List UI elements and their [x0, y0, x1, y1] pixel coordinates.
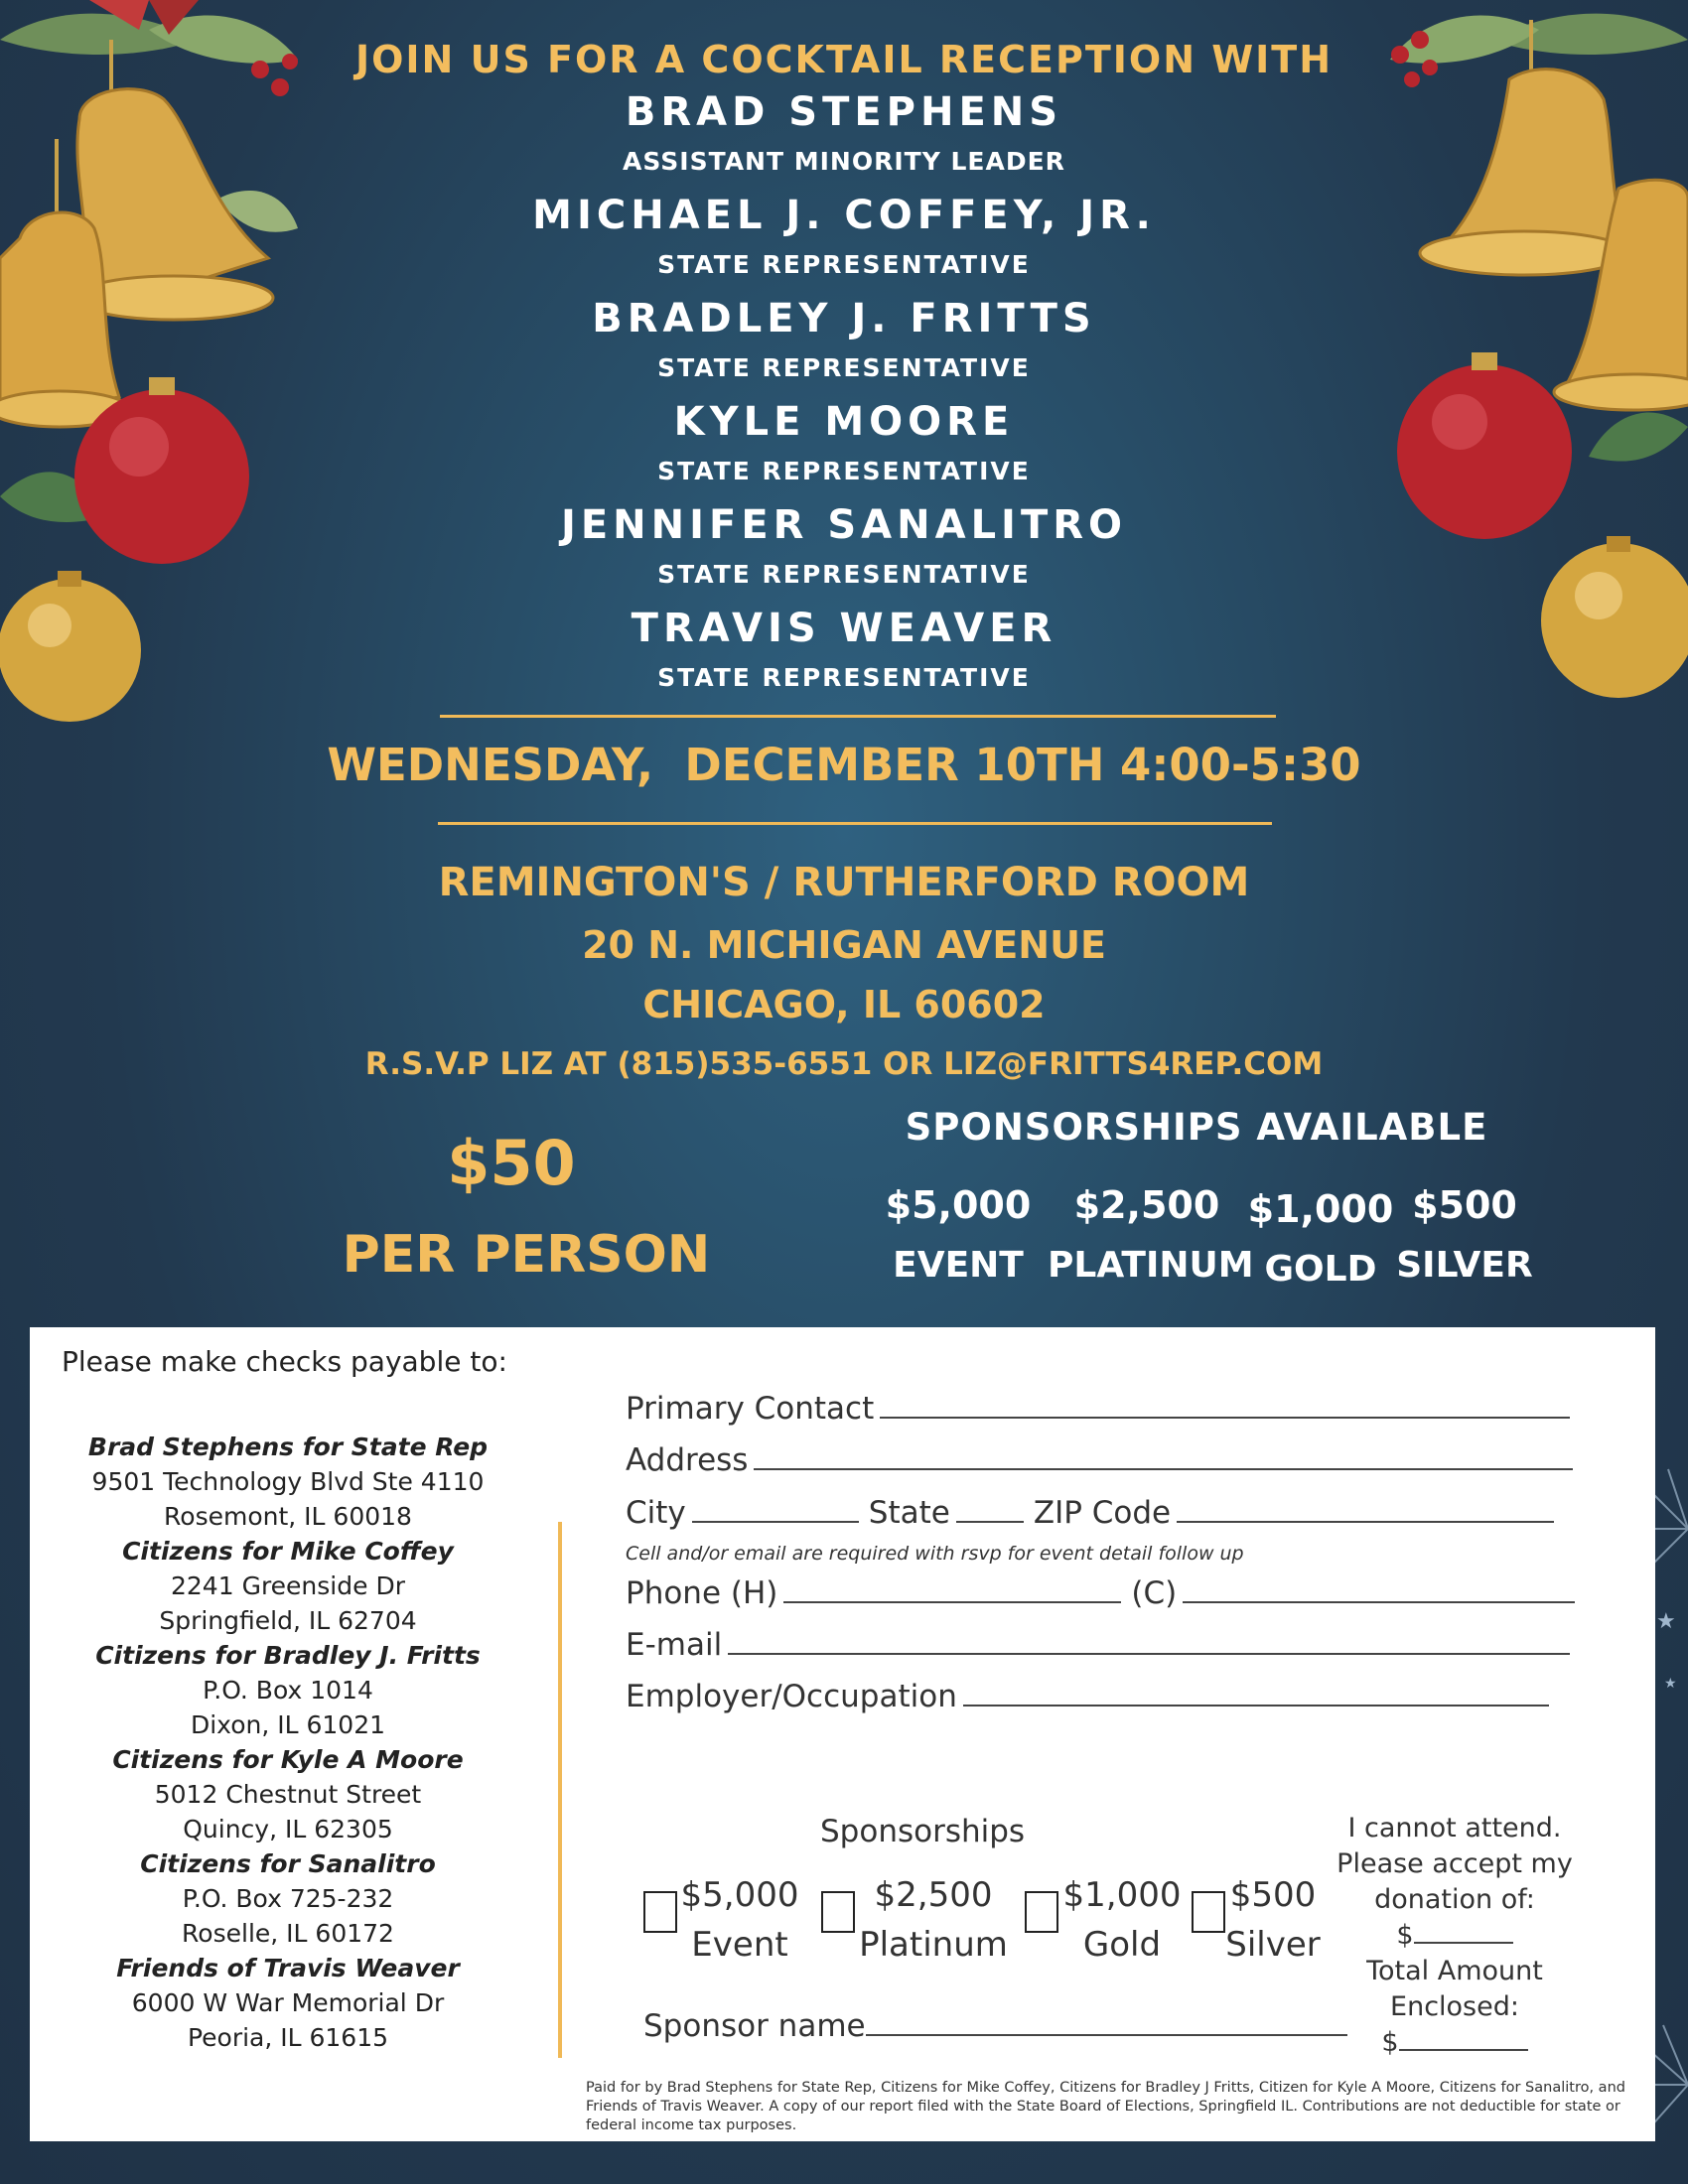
cannot-attend-text: I cannot attend. — [1347, 1813, 1562, 1843]
donation-amount-line[interactable] — [1414, 1918, 1513, 1944]
phone-cell-label: (C) — [1131, 1575, 1178, 1611]
payee-name: Citizens for Kyle A Moore — [112, 1745, 464, 1774]
payee-address: P.O. Box 725-232 — [182, 1884, 394, 1913]
host-name: BRAD STEPHENS — [625, 89, 1063, 135]
email-line[interactable] — [728, 1625, 1570, 1655]
sponsor-name-field[interactable] — [643, 2006, 1347, 2044]
total-amount-line[interactable] — [1399, 2025, 1528, 2051]
gold-ornament-icon — [0, 571, 141, 722]
zip-label: ZIP Code — [1033, 1495, 1172, 1531]
address-label: Address — [626, 1442, 749, 1478]
event-intro: JOIN US FOR A COCKTAIL RECEPTION WITH — [354, 38, 1334, 81]
total-amount-label: Total Amount — [1366, 1956, 1543, 1986]
sponsorships-label: Sponsorships — [820, 1814, 1026, 1849]
host-title: STATE REPRESENTATIVE — [657, 250, 1031, 279]
payee-name: Citizens for Bradley J. Fritts — [95, 1641, 481, 1670]
email-field[interactable] — [626, 1625, 1570, 1663]
cannot-attend-text: donation of: — [1374, 1884, 1535, 1915]
form-divider — [558, 1522, 562, 2058]
payee-name: Friends of Travis Weaver — [116, 1954, 460, 1982]
payee-address: P.O. Box 1014 — [203, 1676, 373, 1705]
sponsor-level-amount: $500 — [1412, 1183, 1517, 1227]
event-date-time: WEDNESDAY, DECEMBER 10TH 4:00-5:30 — [327, 739, 1361, 791]
total-amount-field[interactable]: $ — [1336, 2025, 1574, 2061]
star-icon: ★ — [1664, 1676, 1677, 1692]
sponsor-level-amount: $1,000 — [1247, 1187, 1394, 1231]
cannot-attend-text: Please accept my — [1336, 1848, 1573, 1879]
host-name: TRAVIS WEAVER — [631, 606, 1057, 651]
sponsor-gold-checkbox[interactable] — [1025, 1891, 1058, 1933]
employer-field[interactable] — [626, 1677, 1549, 1714]
payee-address: 6000 W War Memorial Dr — [131, 1988, 445, 2017]
state-line[interactable] — [956, 1493, 1024, 1523]
donation-box — [1336, 1811, 1574, 2061]
ticket-price: $50 — [447, 1127, 576, 1199]
payee-name: Brad Stephens for State Rep — [87, 1433, 489, 1461]
sponsor-option-event: $5,000 Event — [680, 1875, 799, 1965]
payee-name: Citizens for Sanalitro — [140, 1849, 436, 1878]
city-label: City — [626, 1495, 686, 1531]
venue-street: 20 N. MICHIGAN AVENUE — [582, 923, 1106, 967]
donation-amount-field[interactable]: $ — [1336, 1918, 1574, 1954]
sponsor-name-line[interactable] — [866, 2006, 1347, 2036]
payee-city: Roselle, IL 60172 — [182, 1919, 394, 1948]
response-form — [30, 1327, 1655, 2141]
star-icon: ★ — [1656, 1609, 1676, 1634]
employer-line[interactable] — [963, 1677, 1549, 1706]
host-title: STATE REPRESENTATIVE — [657, 457, 1031, 485]
payee-city: Peoria, IL 61615 — [187, 2023, 389, 2052]
sponsor-level-amount: $2,500 — [1073, 1183, 1220, 1227]
host-name: KYLE MOORE — [673, 399, 1015, 445]
sponsor-option-gold: $1,000 Gold — [1062, 1875, 1182, 1965]
left-holiday-decoration — [0, 0, 298, 754]
payee-address: 5012 Chestnut Street — [154, 1780, 422, 1809]
city-line[interactable] — [692, 1493, 859, 1523]
total-amount-label: Enclosed: — [1390, 1991, 1519, 2022]
phone-field[interactable] — [626, 1573, 1575, 1611]
payee-city: Rosemont, IL 60018 — [164, 1502, 412, 1531]
divider — [438, 822, 1272, 825]
venue-city: CHICAGO, IL 60602 — [642, 983, 1046, 1026]
payee-address: 2241 Greenside Dr — [171, 1571, 405, 1600]
host-title: STATE REPRESENTATIVE — [657, 663, 1031, 692]
host-name: MICHAEL J. COFFEY, JR. — [532, 193, 1156, 238]
rsvp-info: R.S.V.P LIZ AT (815)535-6551 OR LIZ@FRITTS4REP.COM — [364, 1046, 1324, 1082]
phone-home-label: Phone (H) — [626, 1575, 778, 1611]
sponsor-silver-checkbox[interactable] — [1192, 1891, 1225, 1933]
sponsor-level-label: EVENT — [893, 1245, 1024, 1286]
host-title: STATE REPRESENTATIVE — [657, 560, 1031, 589]
sponsor-platinum-checkbox[interactable] — [821, 1891, 855, 1933]
payee-name: Citizens for Mike Coffey — [122, 1537, 454, 1566]
payee-city: Quincy, IL 62305 — [183, 1815, 393, 1843]
host-name: BRADLEY J. FRITTS — [592, 296, 1096, 341]
red-ornament-icon — [1397, 352, 1572, 539]
sponsor-option-platinum: $2,500 Platinum — [859, 1875, 1008, 1965]
email-label: E-mail — [626, 1627, 723, 1663]
host-title: STATE REPRESENTATIVE — [657, 353, 1031, 382]
sponsor-level-label: SILVER — [1396, 1245, 1533, 1286]
city-state-zip-field[interactable] — [626, 1493, 1554, 1531]
host-name: JENNIFER SANALITRO — [560, 502, 1128, 548]
payee-city: Dixon, IL 61021 — [190, 1710, 386, 1739]
primary-contact-field[interactable] — [626, 1389, 1570, 1427]
zip-line[interactable] — [1177, 1493, 1554, 1523]
address-field[interactable] — [626, 1440, 1573, 1478]
sponsor-name-label: Sponsor name — [643, 2008, 866, 2044]
sponsor-option-silver: $500 Silver — [1225, 1875, 1321, 1965]
employer-label: Employer/Occupation — [626, 1679, 957, 1714]
state-label: State — [868, 1495, 950, 1531]
gold-ornament-icon — [1541, 536, 1688, 698]
sponsor-level-amount: $5,000 — [885, 1183, 1032, 1227]
sponsorships-heading: SPONSORSHIPS AVAILABLE — [905, 1106, 1488, 1149]
host-title: ASSISTANT MINORITY LEADER — [623, 147, 1065, 176]
address-line[interactable] — [754, 1440, 1573, 1470]
payee-city: Springfield, IL 62704 — [159, 1606, 417, 1635]
sponsor-level-label: PLATINUM — [1048, 1245, 1254, 1286]
paid-for-disclaimer: Paid for by Brad Stephens for State Rep, Citizens for Mike Coffey, Citizens for Bradley J Fritts, Citizen for Kyle A Moore, Citizens for Sanalitro, and Friends of Travis Weaver. A copy of our report filed with the State Board of Elections, Springfield IL. Contributions are not deductible for state or federal income tax purposes. — [586, 2080, 1625, 2133]
sponsor-level-label: GOLD — [1264, 1249, 1377, 1290]
primary-contact-label: Primary Contact — [626, 1391, 875, 1427]
contact-note: Cell and/or email are required with rsvp for event detail follow up — [626, 1543, 1244, 1565]
venue-name: REMINGTON'S / RUTHERFORD ROOM — [438, 860, 1250, 905]
phone-cell-line[interactable] — [1183, 1573, 1575, 1603]
phone-home-line[interactable] — [783, 1573, 1121, 1603]
payee-address: 9501 Technology Blvd Ste 4110 — [91, 1467, 485, 1496]
ticket-per-person: PER PERSON — [342, 1225, 711, 1285]
payable-heading: Please make checks payable to: — [62, 1345, 507, 1378]
right-holiday-decoration — [1390, 0, 1688, 754]
divider — [440, 715, 1276, 718]
primary-contact-line[interactable] — [880, 1389, 1570, 1419]
sponsor-event-checkbox[interactable] — [643, 1891, 677, 1933]
